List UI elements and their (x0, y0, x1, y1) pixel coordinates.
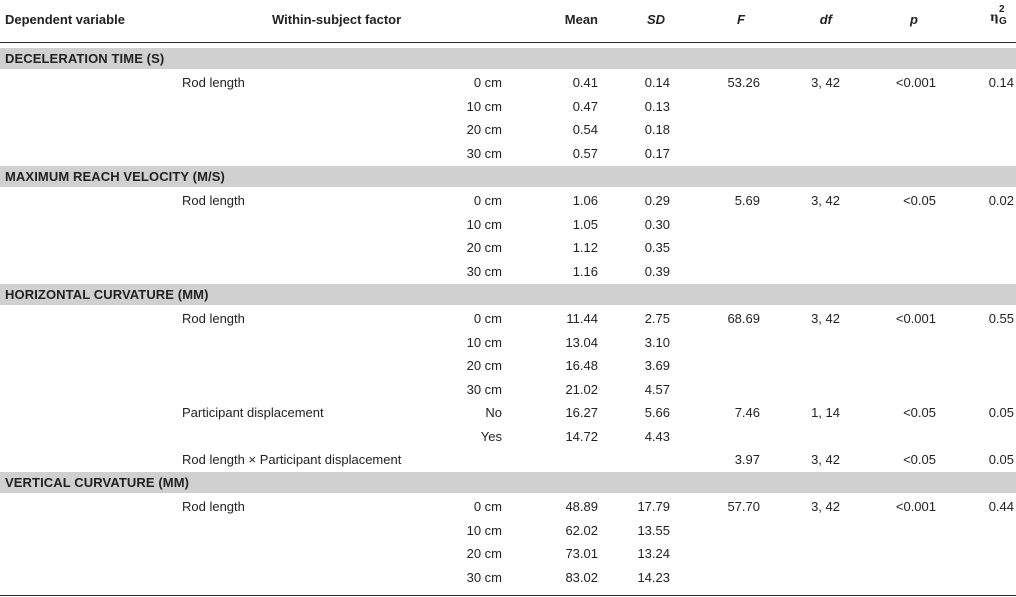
sd-cell: 0.29 (644, 193, 670, 208)
sd-cell: 4.57 (644, 381, 670, 397)
table-row (0, 402, 1016, 425)
sd-cell: 0.39 (644, 263, 670, 279)
p-cell: <0.001 (895, 499, 936, 514)
table-row (0, 520, 1016, 543)
header-rule (0, 42, 1016, 43)
p-cell: <0.001 (895, 311, 936, 326)
header-sd: SD (646, 12, 665, 27)
eta-subscript: G (999, 16, 1007, 27)
level-cell: 30 cm (466, 263, 502, 279)
mean-cell: 62.02 (565, 522, 598, 538)
mean-cell: 48.89 (565, 499, 598, 514)
mean-cell: 0.54 (572, 122, 598, 137)
header-df: df (819, 12, 832, 27)
table-row (0, 72, 1016, 95)
table-row (0, 237, 1016, 260)
mean-cell: 0.47 (572, 98, 598, 114)
f-cell: 5.69 (734, 193, 760, 208)
table-row (0, 567, 1016, 590)
sd-cell: 0.30 (644, 216, 670, 232)
eta-cell: 0.14 (988, 75, 1014, 90)
header-f: F (737, 12, 745, 27)
mean-cell: 1.06 (572, 193, 598, 208)
level-cell: 20 cm (466, 358, 502, 373)
table-row (0, 308, 1016, 331)
section-header (0, 48, 1016, 69)
level-cell: 30 cm (466, 381, 502, 397)
eta-cell: 0.55 (988, 311, 1014, 326)
f-cell: 53.26 (727, 75, 760, 90)
level-cell: 0 cm (473, 75, 502, 90)
header-mean: Mean (564, 12, 598, 27)
section-title: HORIZONTAL CURVATURE (MM) (5, 287, 209, 302)
table-row (0, 543, 1016, 566)
factor-cell: Participant displacement (182, 405, 324, 420)
sd-cell: 3.69 (644, 358, 670, 373)
sd-cell: 14.23 (637, 569, 670, 585)
f-cell: 57.70 (727, 499, 760, 514)
table-row (0, 496, 1016, 519)
f-cell: 7.46 (734, 405, 760, 420)
table-row (0, 379, 1016, 402)
df-cell: 3, 42 (811, 499, 840, 514)
table-row (0, 332, 1016, 355)
header-p: p (910, 12, 918, 27)
sd-cell: 13.55 (637, 522, 670, 538)
p-cell: <0.001 (895, 75, 936, 90)
level-cell: 10 cm (466, 216, 502, 232)
section-header (0, 166, 1016, 187)
table-row (0, 449, 1016, 472)
sd-cell: 13.24 (637, 546, 670, 561)
mean-cell: 73.01 (565, 546, 598, 561)
table-row (0, 143, 1016, 166)
mean-cell: 13.04 (565, 334, 598, 350)
section-header (0, 284, 1016, 305)
level-cell: 30 cm (466, 569, 502, 585)
p-cell: <0.05 (903, 193, 936, 208)
level-cell: 10 cm (466, 334, 502, 350)
sd-cell: 0.17 (644, 145, 670, 161)
f-cell: 3.97 (734, 452, 760, 467)
p-cell: <0.05 (903, 452, 936, 467)
factor-cell: Rod length (182, 75, 245, 90)
table-row (0, 96, 1016, 119)
mean-cell: 16.48 (565, 358, 598, 373)
level-cell: 0 cm (473, 499, 502, 514)
header-within-subject-factor: Within-subject factor (272, 12, 402, 27)
sd-cell: 0.14 (644, 75, 670, 90)
table-row (0, 190, 1016, 213)
mean-cell: 0.57 (572, 145, 598, 161)
sd-cell: 0.35 (644, 240, 670, 255)
factor-cell: Rod length × Participant displacement (182, 452, 402, 467)
mean-cell: 0.41 (572, 75, 598, 90)
sd-cell: 0.18 (644, 122, 670, 137)
sd-cell: 4.43 (644, 428, 670, 444)
section-title: MAXIMUM REACH VELOCITY (M/S) (5, 169, 225, 184)
mean-cell: 1.05 (572, 216, 598, 232)
df-cell: 1, 14 (811, 405, 840, 420)
sd-cell: 0.13 (644, 98, 670, 114)
mean-cell: 1.16 (572, 263, 598, 279)
table-row (0, 119, 1016, 142)
eta-cell: 0.44 (988, 499, 1014, 514)
table-row (0, 261, 1016, 284)
p-cell: <0.05 (903, 405, 936, 420)
df-cell: 3, 42 (811, 193, 840, 208)
factor-cell: Rod length (182, 499, 245, 514)
level-cell: 10 cm (466, 98, 502, 114)
sd-cell: 2.75 (644, 311, 670, 326)
eta-cell: 0.02 (988, 193, 1014, 208)
header-eta-squared (990, 6, 1012, 29)
mean-cell: 16.27 (565, 405, 598, 420)
sd-cell: 5.66 (644, 405, 670, 420)
table-header (0, 0, 1016, 44)
level-cell: No (485, 405, 502, 420)
level-cell: 30 cm (466, 145, 502, 161)
section-title: DECELERATION TIME (S) (5, 51, 165, 66)
mean-cell: 11.44 (566, 311, 598, 326)
eta-cell: 0.05 (988, 405, 1014, 420)
table-row (0, 426, 1016, 449)
eta-symbol: η (990, 10, 999, 24)
level-cell: 0 cm (473, 193, 502, 208)
table-row (0, 355, 1016, 378)
level-cell: 0 cm (473, 311, 502, 326)
mean-cell: 14.72 (565, 428, 598, 444)
level-cell: 20 cm (466, 546, 502, 561)
sd-cell: 3.10 (644, 334, 670, 350)
df-cell: 3, 42 (811, 452, 840, 467)
eta-cell: 0.05 (988, 452, 1014, 467)
table-row (0, 214, 1016, 237)
bottom-rule (0, 595, 1016, 596)
mean-cell: 83.02 (565, 569, 598, 585)
mean-cell: 21.02 (565, 381, 598, 397)
eta-superscript: 2 (999, 4, 1005, 15)
section-title: VERTICAL CURVATURE (MM) (5, 475, 190, 490)
factor-cell: Rod length (182, 311, 245, 326)
sd-cell: 17.79 (637, 499, 670, 514)
df-cell: 3, 42 (811, 75, 840, 90)
df-cell: 3, 42 (811, 311, 840, 326)
section-header (0, 472, 1016, 493)
mean-cell: 1.12 (572, 240, 598, 255)
level-cell: Yes (480, 428, 502, 444)
level-cell: 20 cm (466, 240, 502, 255)
header-dependent-variable: Dependent variable (5, 12, 125, 27)
level-cell: 10 cm (466, 522, 502, 538)
level-cell: 20 cm (466, 122, 502, 137)
f-cell: 68.69 (727, 311, 760, 326)
factor-cell: Rod length (182, 193, 245, 208)
